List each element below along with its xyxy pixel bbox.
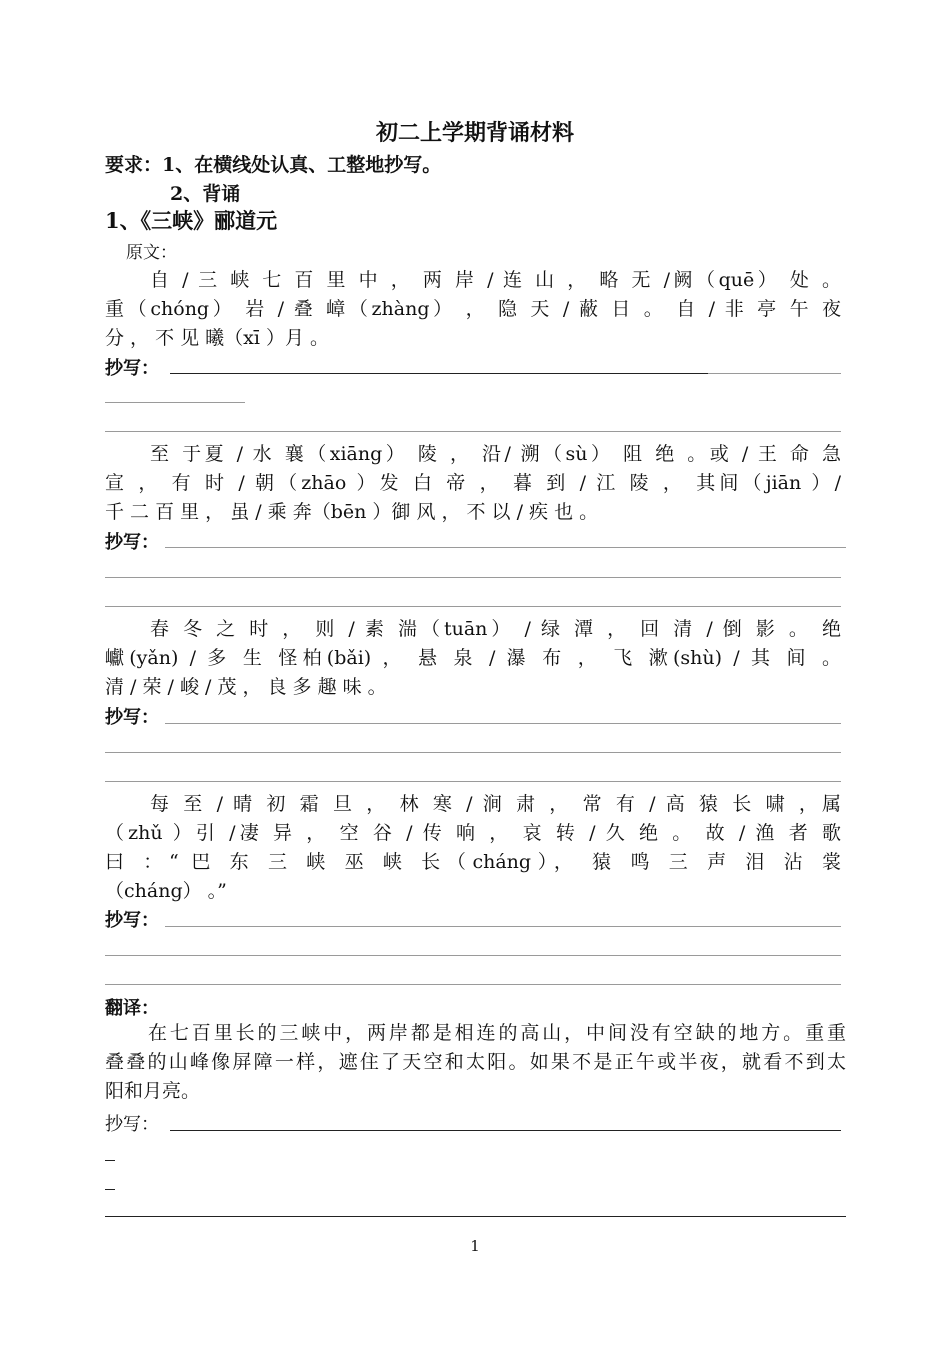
paragraph-3-line-2: 巘(yǎn) / 多 生 怪柏(bǎi) ， 悬 泉 / 瀑 布 ， 飞 漱(shù) / 其 间 。 (105, 647, 841, 669)
copy-line[interactable] (105, 606, 841, 607)
copy-line[interactable] (105, 752, 841, 753)
copy-line[interactable] (708, 373, 841, 374)
copy-line[interactable] (105, 577, 841, 578)
section-heading: 1、《三峡》郦道元 (105, 208, 278, 233)
paragraph-3-line-1: 春 冬 之 时 ， 则 / 素 湍（tuān） / 绿 潭 ， 回 清 / 倒 影 。 绝 (150, 618, 841, 640)
paragraph-1-line-2: 重（chóng） 岩 / 叠 嶂（zhàng） ， 隐 天 / 蔽 日 。 自 / 非 亭 午 夜 (105, 298, 841, 320)
paragraph-1-line-1: 自 / 三 峡 七 百 里 中 ， 两 岸 / 连 山 ， 略 无 /阙（quē） 处 。 (150, 269, 841, 291)
copy-line[interactable] (105, 781, 841, 782)
copy-line[interactable] (165, 723, 841, 724)
copy-line[interactable] (105, 955, 841, 956)
copy-label-4: 抄写： (105, 910, 159, 931)
copy-line[interactable] (105, 431, 841, 432)
paragraph-2-line-2: 宣 ， 有 时 / 朝（zhāo ）发 白 帝 ， 暮 到 / 江 陵 ， 其间（jiān ）/ (105, 472, 841, 494)
copy-line[interactable] (165, 926, 841, 927)
page-title: 初二上学期背诵材料 (375, 120, 574, 146)
paragraph-4-line-2: （zhǔ ）引 /凄 异 ， 空 谷 / 传 响 ， 哀 转 / 久 绝 。 故 / 渔 者 歌 (105, 822, 841, 844)
copy-line[interactable] (105, 1160, 115, 1161)
paragraph-2-line-1: 至 于夏 / 水 襄（xiāng） 陵 ， 沿/ 溯（sù） 阻 绝 。或 / 王 命 急 (150, 443, 841, 465)
paragraph-4-line-3: 曰 ：“ 巴 东 三 峡 巫 峡 长（cháng）， 猿 鸣 三 声 泪 沾 裳 (105, 851, 841, 873)
copy-label-2: 抄写： (105, 532, 159, 553)
paragraph-1-line-3: 分 ， 不 见 曦（xī ）月 。 (105, 327, 330, 349)
translation-label: 翻译： (105, 998, 159, 1019)
translation-line-1: 在七百里长的三峡中，两岸都是相连的高山，中间没有空缺的地方。重重 (148, 1022, 846, 1044)
copy-line[interactable] (105, 984, 841, 985)
original-label: 原文： (126, 243, 177, 263)
copy-label-3: 抄写： (105, 707, 159, 728)
paragraph-3-line-3: 清 / 荣 / 峻 / 茂 ， 良 多 趣 味 。 (105, 676, 387, 698)
copy-label-5: 抄写： (105, 1114, 159, 1135)
requirements-label: 要求： (105, 154, 163, 176)
copy-line[interactable] (170, 373, 708, 374)
requirements-line-1 (105, 150, 441, 177)
copy-line[interactable] (105, 402, 245, 403)
page-footer-rule (105, 1216, 846, 1217)
translation-line-3: 阳和月亮。 (105, 1080, 201, 1102)
copy-label-1: 抄写： (105, 358, 159, 379)
page-number: 1 (470, 1237, 480, 1255)
translation-text (105, 1019, 846, 1106)
copy-line[interactable] (105, 1189, 115, 1190)
copy-line[interactable] (170, 1130, 841, 1131)
copy-line[interactable] (165, 547, 846, 548)
paragraph-4-line-1: 每 至 / 晴 初 霜 旦 ， 林 寒 / 涧 肃 ， 常 有 / 高 猿 长 啸 ，属 (150, 793, 841, 815)
paragraph-4-line-4: （cháng） 。” (105, 880, 227, 902)
requirement-item-2: 2、背诵 (170, 183, 241, 205)
translation-line-2: 叠叠的山峰像屏障一样，遮住了天空和太阳。如果不是正午或半夜，就看不到太 (105, 1051, 846, 1073)
requirement-item-1: 1、在横线处认真、工整地抄写。 (162, 154, 442, 176)
paragraph-2-line-3: 千 二 百 里 ， 虽 / 乘 奔（bēn ）御 风 ， 不 以 / 疾 也 。 (105, 501, 599, 523)
